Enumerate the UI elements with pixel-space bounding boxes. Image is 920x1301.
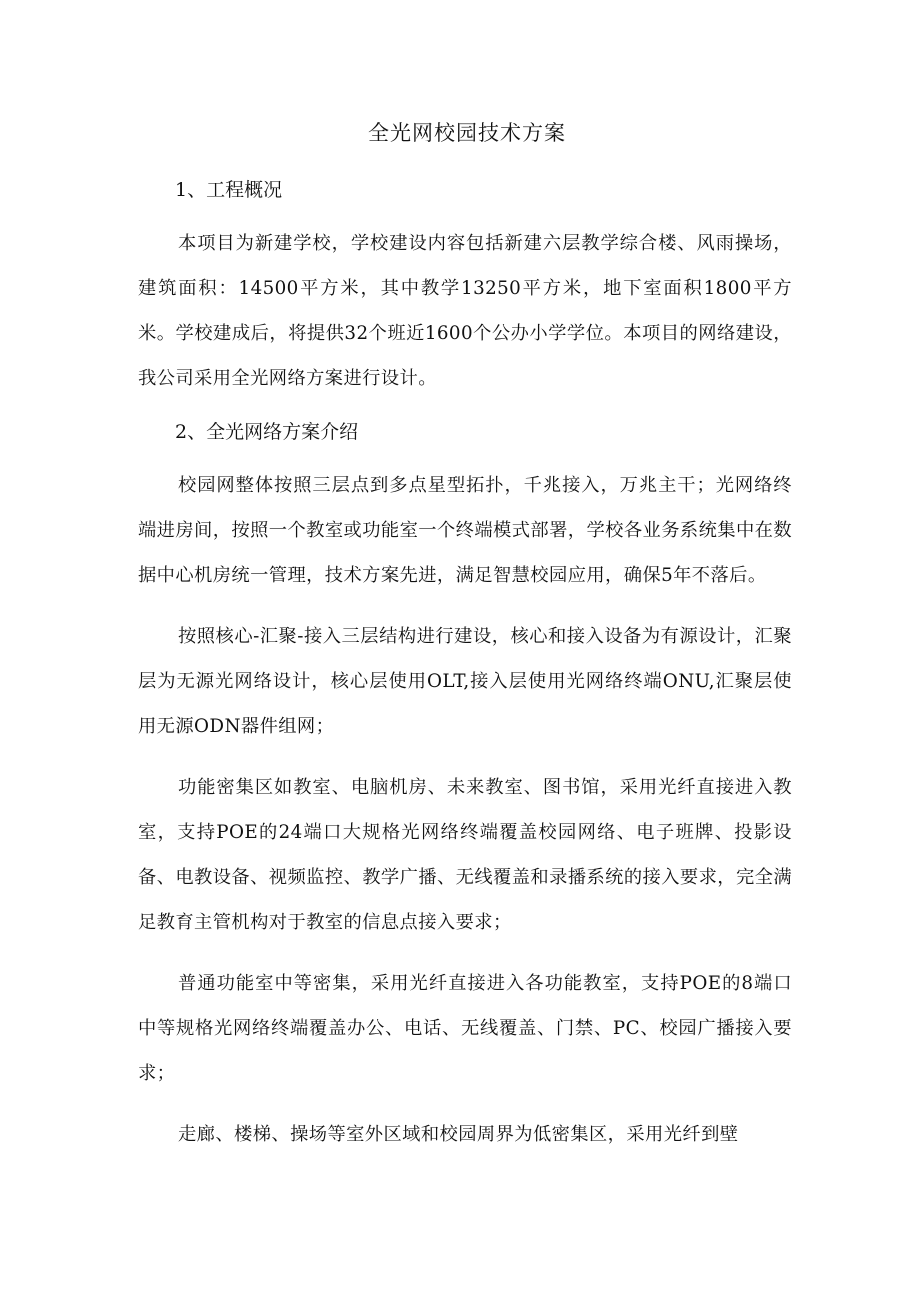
paragraph: 本项目为新建学校，学校建设内容包括新建六层教学综合楼、风雨操场，建筑面积：14500平方米，其中教学13250平方米，地下室面积1800平方米。学校建成后，将提供32个班近1600个公办小学学位。本项目的网络建设，我公司采用全光网络方案进行设计。 [138, 233, 792, 389]
paragraph: 校园网整体按照三层点到多点星型拓扑，千兆接入，万兆主干；光网络终端进房间，按照一个教室或功能室一个终端模式部署，学校各业务系统集中在数据中心机房统一管理，技术方案先进，满足智慧校园应用，确保5年不落后。 [138, 475, 792, 586]
paragraph: 功能密集区如教室、电脑机房、未来教室、图书馆，采用光纤直接进入教室，支持POE的24端口大规格光网络终端覆盖校园网络、电子班牌、投影设备、电教设备、视频监控、教学广播、无线覆盖和录播系统的接入要求，完全满足教育主管机构对于教室的信息点接入要求； [138, 777, 792, 933]
section-network-solution [138, 417, 792, 1157]
paragraph: 按照核心-汇聚-接入三层结构进行建设，核心和接入设备为有源设计，汇聚层为无源光网络设计，核心层使用OLT,接入层使用光网络终端ONU,汇聚层使用无源ODN器件组网； [138, 626, 792, 737]
section-heading: 1、工程概况 [175, 179, 283, 201]
section-heading: 2、全光网络方案介绍 [175, 421, 359, 443]
document-title: 全光网校园技术方案 [368, 121, 566, 145]
paragraph: 普通功能室中等密集，采用光纤直接进入各功能教室，支持POE的8端口中等规格光网络终端覆盖办公、电话、无线覆盖、门禁、PC、校园广播接入要求； [138, 973, 792, 1084]
section-project-overview [138, 175, 792, 401]
paragraph: 走廊、楼梯、操场等室外区域和校园周界为低密集区，采用光纤到壁 [178, 1124, 739, 1145]
